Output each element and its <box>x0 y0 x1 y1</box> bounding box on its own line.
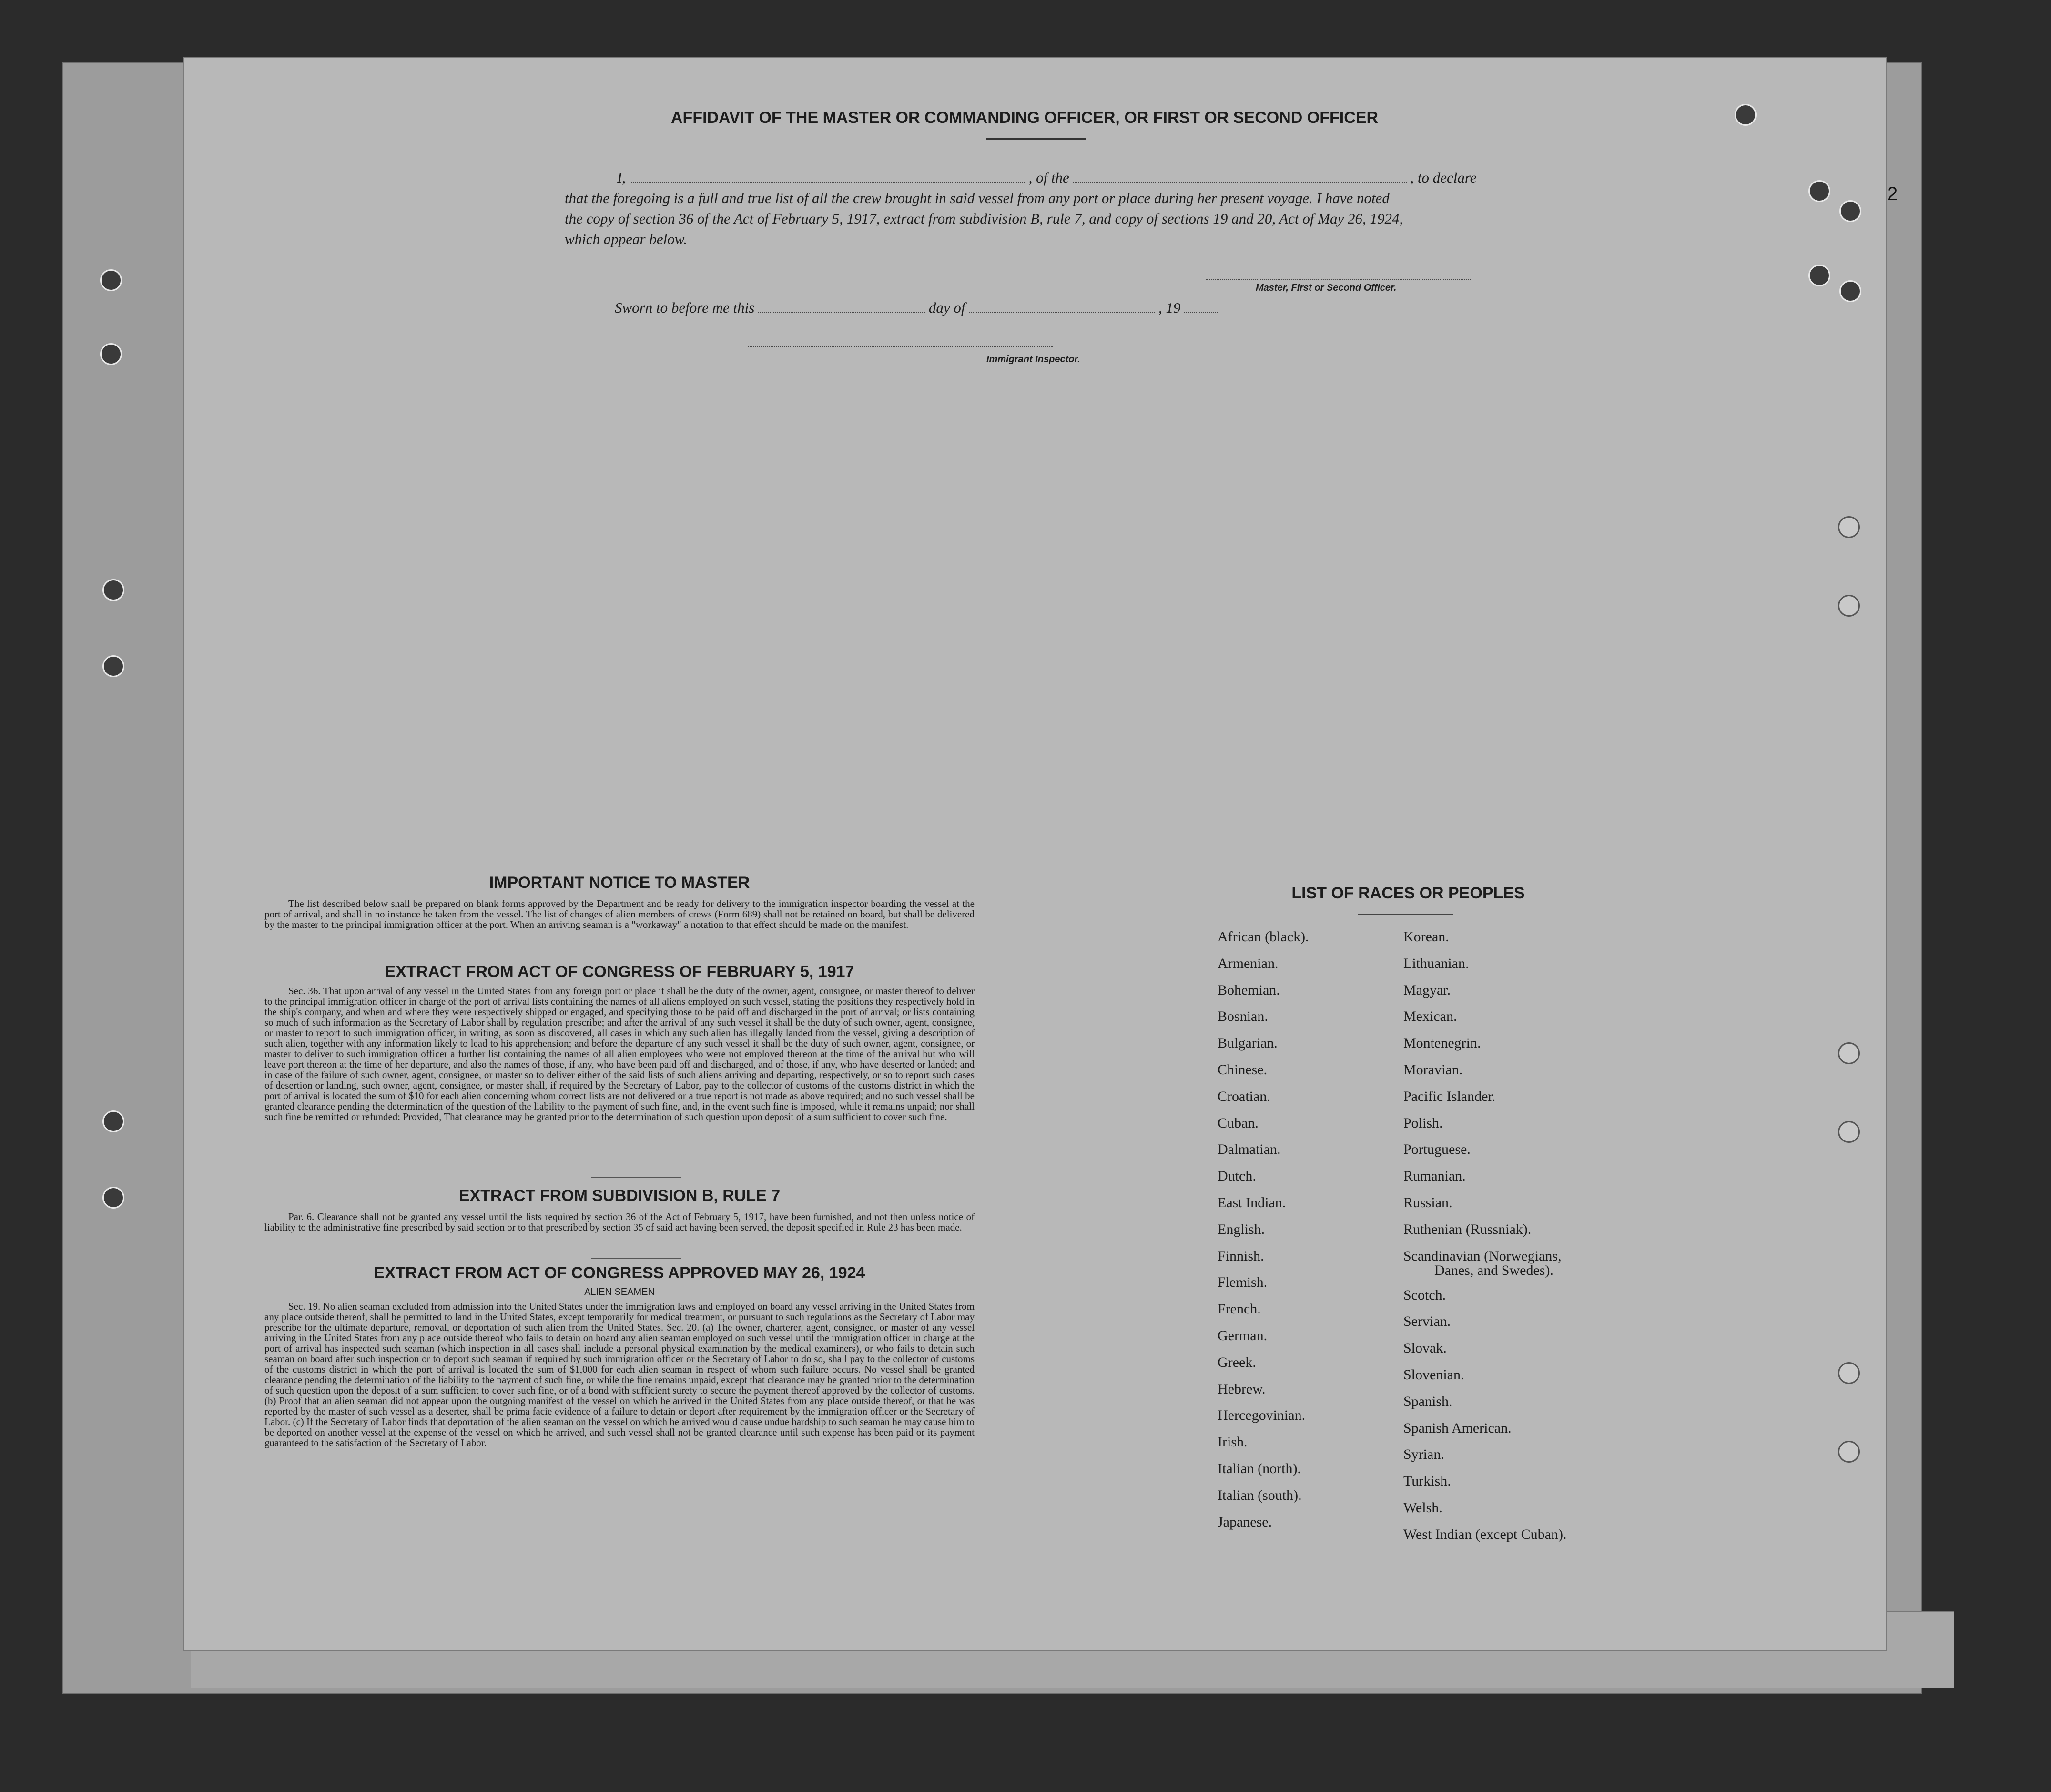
race-item: French. <box>1218 1301 1261 1317</box>
year-text: , 19 <box>1158 299 1181 316</box>
punch-hole <box>1808 180 1830 202</box>
races-column-1 <box>1218 924 1309 1535</box>
races-column-2 <box>1403 924 1566 1548</box>
day-of-text: day of <box>928 299 965 316</box>
race-item: Mexican. <box>1403 1008 1457 1025</box>
races-underline <box>1358 914 1453 915</box>
subdivision-body: Par. 6. Clearance shall not be granted any vessel until the lists required by section 36 of the Act of February 5, 1917, have been furnished, and not then unless notice of liability to the administrative fine prescribed by said section or to that prescribed by section 35 of said act having been served, the deposit specified in Rule 23 has been made. <box>264 1211 975 1233</box>
master-caption: Master, First or Second Officer. <box>1256 283 1397 293</box>
race-item: German. <box>1218 1327 1268 1344</box>
race-item: Italian (north). <box>1218 1460 1301 1476</box>
race-item: Magyar. <box>1403 982 1451 998</box>
race-item: East Indian. <box>1218 1194 1286 1211</box>
race-item: Dalmatian. <box>1218 1141 1281 1158</box>
section-divider <box>591 1258 681 1259</box>
race-item: Turkish. <box>1403 1473 1451 1489</box>
race-item: Pacific Islander. <box>1403 1088 1496 1104</box>
race-item: West Indian (except Cuban). <box>1403 1526 1567 1542</box>
race-item: Greek. <box>1218 1354 1256 1370</box>
extract-1917-body: Sec. 36. That upon arrival of any vessel in the United States from any foreign port or place it shall be the duty of the owner, agent, consignee, or master thereof to deliver to the principal immigration officer in charge of the port of arrival lists containing the names of all aliens employed on such vessel, stating the positions they respectively hold in the ship's company, and when and where they were respectively shipped or engaged, and specifying those to be paid off and discharged in the port of arrival; or lists containing so much of such information as the Secretary of Labor shall by regulation prescribe; and after the arrival of any such vessel it shall be the duty of such owner, agent, consignee, or master to report to such immigration officer, in writing, as soon as discovered, all cases in which any such alien has illegally landed from the vessel, giving a description of such alien, together with any information likely to lead to his apprehension; and before the departure of any such vessel it shall be the duty of such owner, agent, consignee, or master to deliver to such immigration officer a further list containing the names of all alien employees who were not employed thereon at the time of the arrival but who will leave port thereon at the time of her departure, and also the names of those, if any, who have been paid off and discharged, and of those, if any, who have deserted or landed; and in case of the failure of such owner, agent, consignee, or master so to deliver either of the said lists of such aliens arriving and departing, respectively, or so to report such cases of desertion or landing, such owner, agent, consignee, or master shall, if required by the Secretary of Labor, pay to the collector of customs of the customs district in which the port of arrival is located the sum of $10 for each alien concerning whom correct lists are not delivered or a true report is not made as above required; and no such vessel shall be granted clearance pending the determination of the question of the liability to the payment of such fine, and, in the event such fine is imposed, while it remains unpaid; nor shall such fine be remitted or refunded: Provided, That clearance may be granted prior to the determination of such question upon deposit of a sum sufficient to cover such fine. <box>264 985 975 1122</box>
page-number: 2 <box>1887 183 1898 204</box>
year-blank[interactable] <box>1184 302 1218 313</box>
notice-body: The list described below shall be prepared on blank forms approved by the Department and be ready for delivery to the immigration inspector boarding the vessel at the port of arrival, and shall in no instance be taken from the vessel. The list of changes of alien members of crews (Form 689) shall not be retained on board, but shall be delivered by the master to the principal immigration officer at the port. When an arriving seaman is a "workaway" a notation to that effect should be made on the manifest. <box>264 898 975 930</box>
notice-title: IMPORTANT NOTICE TO MASTER <box>489 874 750 892</box>
extract-1924-title: EXTRACT FROM ACT OF CONGRESS APPROVED MAY 26, 1924 <box>374 1264 865 1282</box>
sworn-text: Sworn to before me this <box>615 299 755 316</box>
extract-1924-subtitle: ALIEN SEAMEN <box>584 1287 655 1297</box>
race-item: Welsh. <box>1403 1499 1442 1516</box>
punch-hole <box>1838 1121 1860 1143</box>
race-item: Finnish. <box>1218 1248 1264 1264</box>
race-item: Scandinavian (Norwegians, <box>1403 1248 1562 1264</box>
race-item: English. <box>1218 1221 1265 1237</box>
title-underline <box>986 138 1086 140</box>
punch-hole <box>100 269 122 291</box>
affidavit-line-1 <box>617 169 1477 186</box>
race-item: Dutch. <box>1218 1168 1256 1184</box>
punch-hole <box>100 343 122 365</box>
punch-hole <box>1838 1441 1860 1463</box>
affidavit-line-3: the copy of section 36 of the Act of February 5, 1917, extract from subdivision B, rule 7, and copy of sections 19 and 20, Act of May 26, 1924, <box>565 210 1403 227</box>
race-item: African (black). <box>1218 929 1309 945</box>
race-item: Scotch. <box>1403 1287 1446 1303</box>
punch-hole <box>1839 200 1861 222</box>
affidavit-line-2: that the foregoing is a full and true list of all the crew brought in said vessel from any port or place during her present voyage. I have noted <box>565 190 1390 206</box>
race-item: Irish. <box>1218 1434 1248 1450</box>
punch-hole <box>1808 265 1830 286</box>
race-item: Armenian. <box>1218 955 1279 971</box>
race-item: Slovak. <box>1403 1340 1447 1356</box>
month-blank[interactable] <box>969 302 1155 313</box>
race-item: Ruthenian (Russniak). <box>1403 1221 1532 1237</box>
race-item: Cuban. <box>1218 1115 1259 1131</box>
punch-hole <box>1735 104 1757 126</box>
punch-hole <box>102 1110 124 1132</box>
race-item: Syrian. <box>1403 1446 1444 1463</box>
subdivision-title: EXTRACT FROM SUBDIVISION B, RULE 7 <box>458 1187 781 1205</box>
race-item: Servian. <box>1403 1313 1451 1330</box>
punch-hole <box>1839 280 1861 302</box>
race-item: Bohemian. <box>1218 982 1280 998</box>
punch-hole <box>1838 1362 1860 1384</box>
vessel-blank[interactable] <box>1073 172 1407 183</box>
race-item: Spanish American. <box>1403 1420 1512 1436</box>
races-title: LIST OF RACES OR PEOPLES <box>1291 884 1525 902</box>
race-item: Italian (south). <box>1218 1487 1302 1503</box>
affidavit-line-4: which appear below. <box>565 231 687 247</box>
affidavit-title: AFFIDAVIT OF THE MASTER OR COMMANDING OFFICER, OR FIRST OR SECOND OFFICER <box>671 109 1378 127</box>
name-blank[interactable] <box>630 172 1025 183</box>
section-divider <box>591 1177 681 1178</box>
race-item: Chinese. <box>1218 1061 1268 1078</box>
punch-hole <box>102 655 124 677</box>
race-item: Japanese. <box>1218 1514 1272 1530</box>
punch-hole <box>102 1187 124 1209</box>
race-item: Danes, and Swedes). <box>1434 1262 1553 1278</box>
race-item: Portuguese. <box>1403 1141 1471 1158</box>
punch-hole <box>102 579 124 601</box>
race-item: Croatian. <box>1218 1088 1270 1104</box>
race-item: Polish. <box>1403 1115 1443 1131</box>
race-item: Moravian. <box>1403 1061 1463 1078</box>
race-item: Lithuanian. <box>1403 955 1469 971</box>
race-item: Russian. <box>1403 1194 1452 1211</box>
punch-hole <box>1838 595 1860 617</box>
affidavit-i: I, <box>617 169 626 186</box>
race-item: Bosnian. <box>1218 1008 1268 1025</box>
punch-hole <box>1838 516 1860 538</box>
race-item: Montenegrin. <box>1403 1035 1481 1051</box>
inspector-signature-line[interactable] <box>748 346 1053 347</box>
master-signature-line[interactable] <box>1206 279 1472 280</box>
punch-hole <box>1838 1042 1860 1064</box>
extract-1924-body: Sec. 19. No alien seaman excluded from admission into the United States under the immigration laws and employed on board any vessel arriving in the United States from any place outside thereof, shall be permitted to land in the United States, except temporarily for medical treatment, or pursuant to such regulations as the Secretary of Labor may prescribe for the ultimate departure, removal, or deportation of such alien from the United States. Sec. 20. (a) The owner, charterer, agent, consignee, or master of any vessel arriving in the United States from any place outside thereof who fails to detain on board any alien seaman employed on such vessel until the immigration officer in charge at the port of arrival has inspected such seaman (which inspection in all cases shall include a personal physical examination by the medical examiners), or who fails to detain such seaman on board after such inspection or to deport such seaman if required by such immigration officer or the Secretary of Labor to do so, shall pay to the collector of customs of the customs district in which the port of arrival is located the sum of $1,000 for each alien seaman in respect of whom such failure occurs. No vessel shall be granted clearance pending the determination of the liability to the payment of such fine, or while the fine remains unpaid, except that clearance may be granted prior to the determination of such question upon the deposit of a sum sufficient to cover such fine, or of a bond with sufficient surety to secure the payment thereof approved by the collector of customs. (b) Proof that an alien seaman did not appear upon the outgoing manifest of the vessel on which he arrived in the United States from any place outside thereof, or that he was reported by the master of such vessel as a deserter, shall be prima facie evidence of a failure to detain or deport after requirement by the immigration officer or the Secretary of Labor. (c) If the Secretary of Labor finds that deportation of the alien seaman on the vessel on which he arrived would cause undue hardship to such seaman he may cause him to be deported on another vessel at the expense of the vessel on which he arrived, and such vessel shall not be granted clearance until such expense has been paid or its payment guaranteed to the satisfaction of the Secretary of Labor. <box>264 1301 975 1448</box>
race-item: Korean. <box>1403 929 1449 945</box>
affidavit-to-declare: , to declare <box>1410 169 1477 186</box>
race-item: Flemish. <box>1218 1274 1268 1291</box>
day-blank[interactable] <box>758 302 925 313</box>
extract-1917-title: EXTRACT FROM ACT OF CONGRESS OF FEBRUARY 5, 1917 <box>385 963 854 981</box>
race-item: Bulgarian. <box>1218 1035 1278 1051</box>
inspector-caption: Immigrant Inspector. <box>986 354 1080 365</box>
race-item: Rumanian. <box>1403 1168 1466 1184</box>
race-item: Hebrew. <box>1218 1381 1266 1397</box>
race-item: Spanish. <box>1403 1393 1452 1409</box>
affidavit-of-the: , of the <box>1028 169 1069 186</box>
race-item: Hercegovinian. <box>1218 1407 1306 1424</box>
sworn-line <box>615 299 1218 316</box>
race-item: Slovenian. <box>1403 1366 1464 1383</box>
